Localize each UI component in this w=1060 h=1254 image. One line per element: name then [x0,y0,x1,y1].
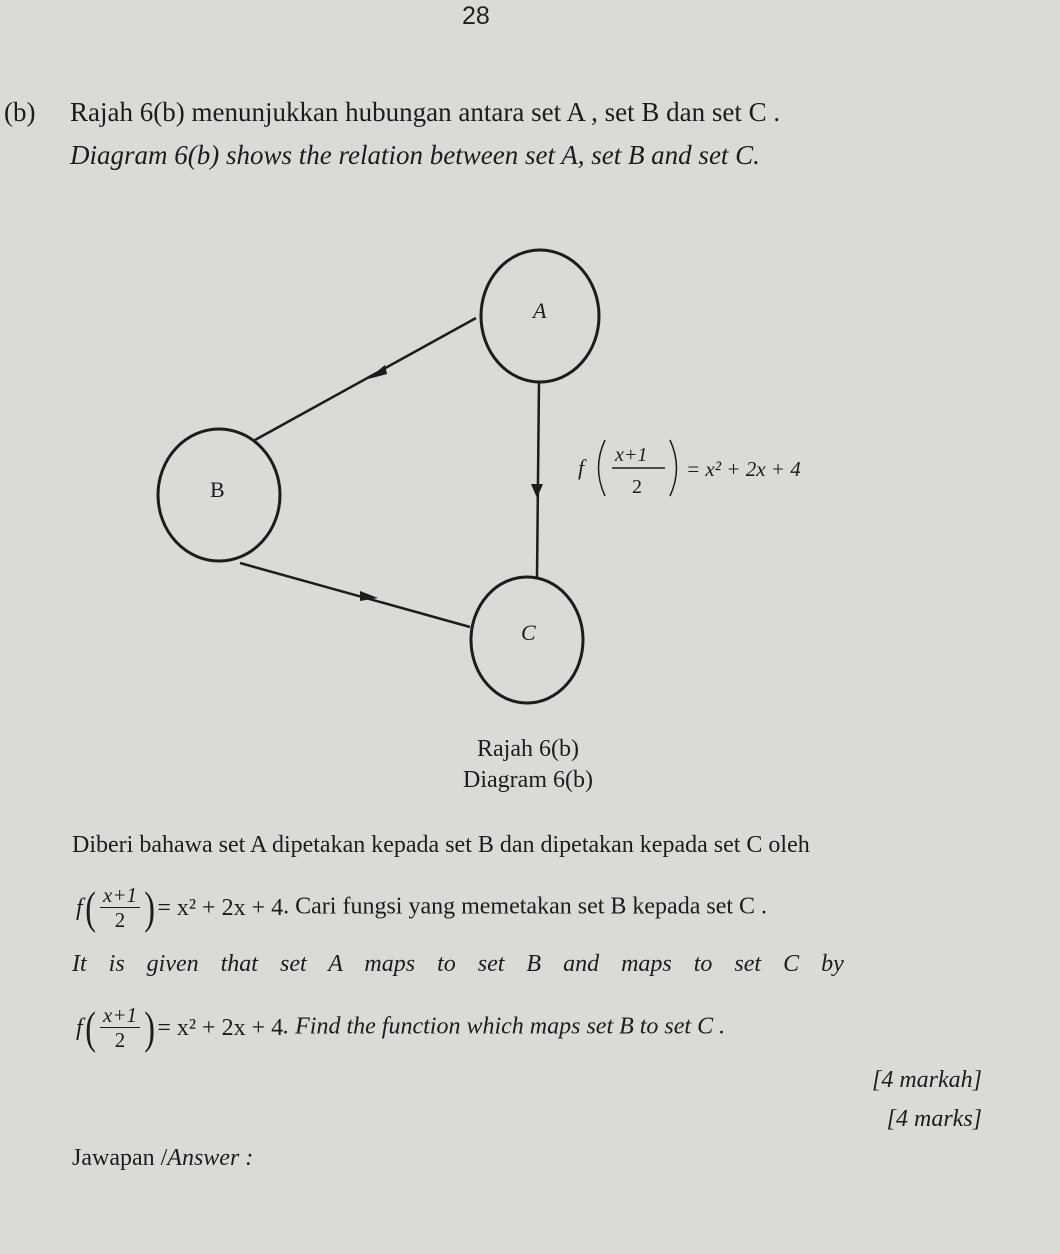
fraction [100,884,140,932]
answer-label-english: Answer : [167,1145,254,1171]
fraction-en [100,1004,140,1052]
arrow-b-to-c [240,563,470,627]
function-rhs: = x² + 2x + 4 [686,457,801,481]
function-expression: f ( $\frac{x+1}{2}$ ) = x² + 2x + 4 [76,882,284,934]
set-a-label: A [533,298,547,323]
caption-malay: Rajah 6(b) [477,736,579,762]
malay-statement-line2 [76,884,767,932]
english-statement-line1: It is given that set A maps to set B and maps to set C by [72,951,844,977]
arrow-a-to-b [255,318,476,440]
arrowhead-a-to-c [531,484,543,498]
answer-label-malay: Jawapan / [72,1145,168,1171]
intro-english: Diagram 6(b) shows the relation between set A, set B and set C. [70,140,760,170]
fraction-numerator-en: x+1 [103,1003,137,1027]
fraction-numerator: x+1 [103,883,137,907]
fraction-denominator-en: 2 [114,1028,126,1053]
function-expression-en: f ( $\frac{x+1}{2}$ ) = x² + 2x + 4 [76,1002,284,1054]
function-numerator: x+1 [615,444,648,466]
function-rhs-text: = x² + 2x + 4 [157,894,284,921]
function-left-paren [599,440,606,496]
english-task: . Find the function which maps set B to set C . [283,1013,726,1040]
english-statement-line2 [76,1004,725,1052]
arrowhead-a-to-b [368,365,387,379]
math-f-en: f [76,1014,83,1041]
fraction-denominator: 2 [114,908,126,933]
set-c-label: C [521,620,536,645]
function-denominator: 2 [632,476,642,498]
question-label: (b) [4,97,36,127]
math-f: f [76,894,83,921]
arrow-a-to-c [537,381,539,578]
marks-english: [4 marks] [886,1106,982,1132]
function-right-paren [670,440,677,496]
marks-malay: [4 markah] [871,1067,982,1093]
intro-malay: Rajah 6(b) menunjukkan hubungan antara set A , set B dan set C . [70,97,781,127]
caption-english: Diagram 6(b) [463,767,593,793]
answer-label [72,1145,253,1172]
page-number: 28 [462,2,490,30]
set-b-label: B [210,477,225,502]
malay-statement-line1: Diberi bahawa set A dipetakan kepada set B dan dipetakan kepada set C oleh [72,832,810,858]
function-rhs-text-en: = x² + 2x + 4 [157,1014,284,1041]
function-f: f [578,455,585,480]
malay-task: . Cari fungsi yang memetakan set B kepada set C . [283,893,768,920]
